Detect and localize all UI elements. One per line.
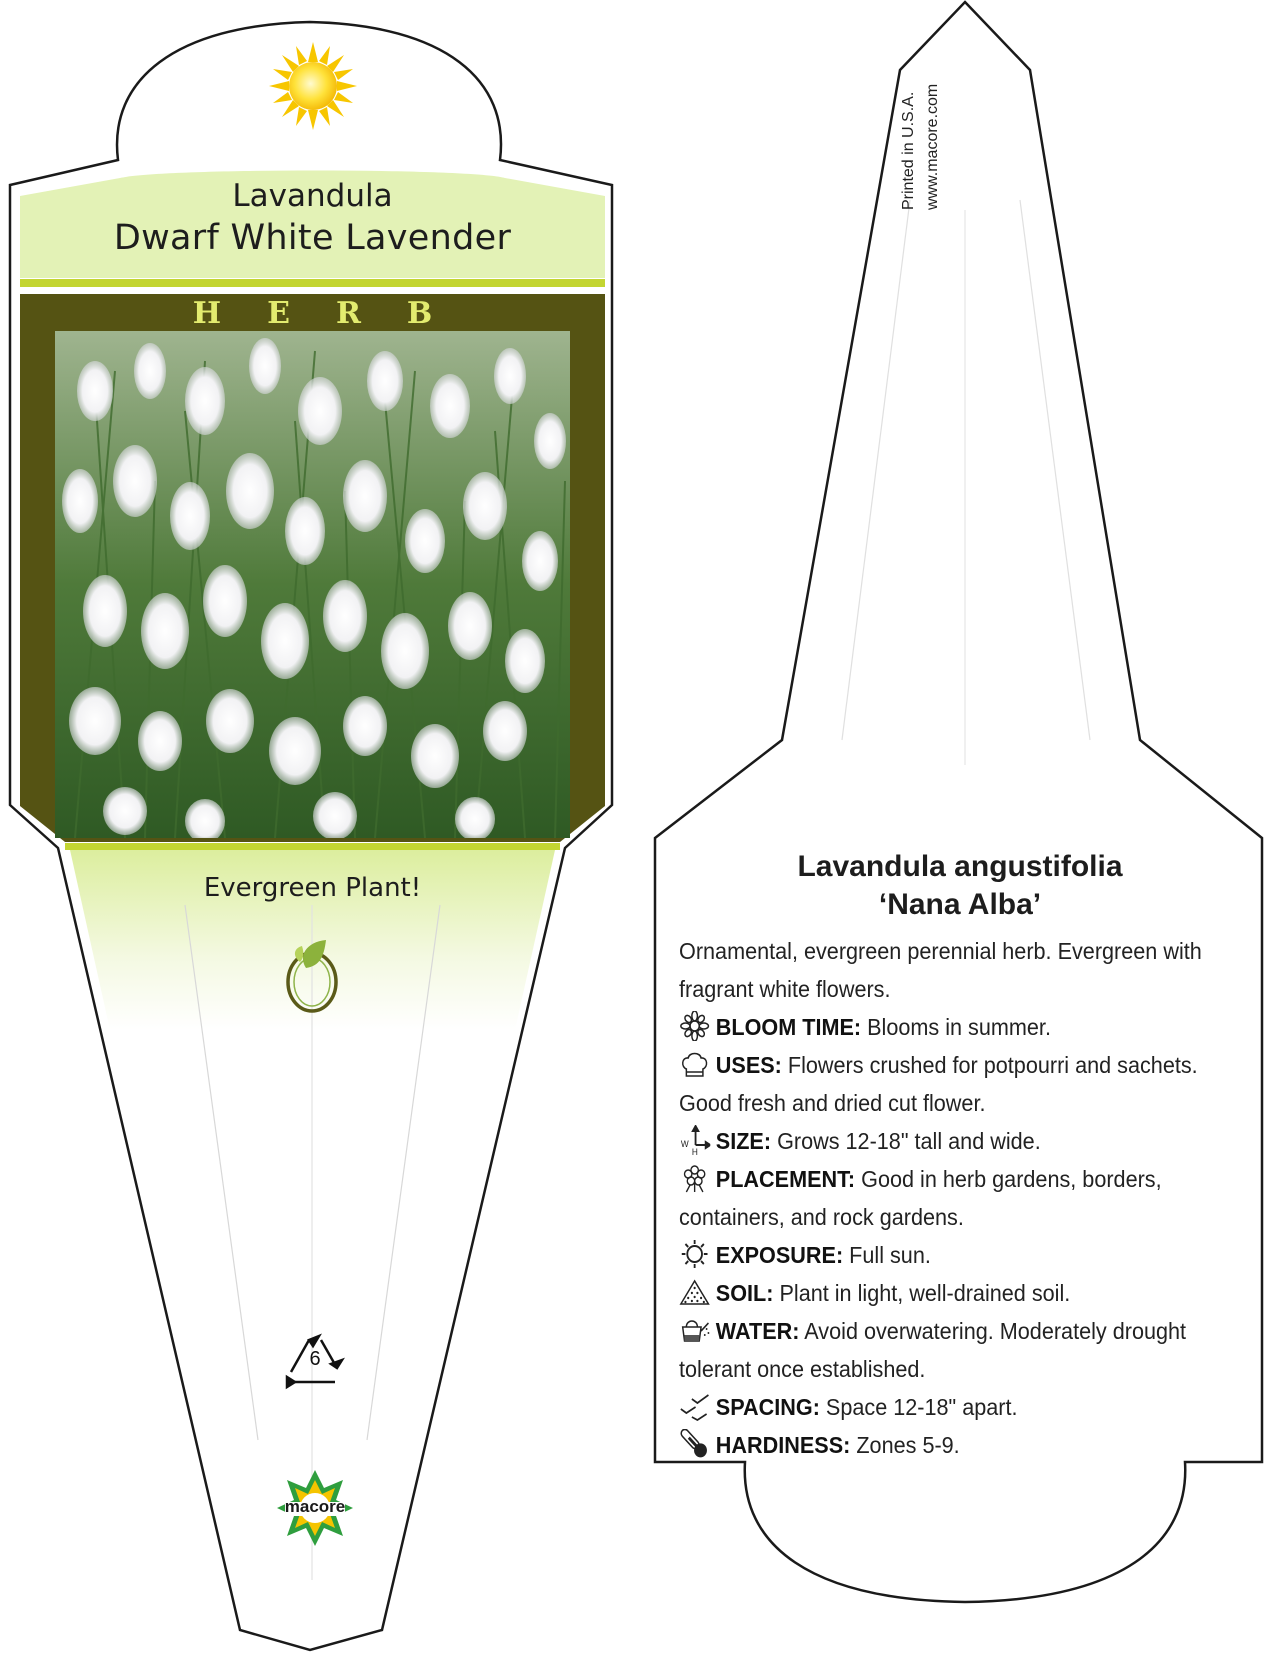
spacing-birds-icon (679, 1391, 710, 1421)
svg-text:W: W (680, 1138, 689, 1150)
attr-text: Zones 5-9. (856, 1432, 960, 1458)
attr-label: USES: (715, 1052, 782, 1078)
attr-text: Space 12-18" apart. (825, 1394, 1018, 1420)
printed-in: Printed in U.S.A. (900, 91, 917, 210)
genus-title: Lavandula (232, 178, 393, 214)
attr-text: Plant in light, well-drained soil. (779, 1280, 1071, 1306)
attr-label: HARDINESS: (715, 1432, 851, 1458)
watering-can-icon (679, 1315, 710, 1345)
side-print (900, 50, 980, 220)
accent-bar-top (20, 279, 605, 287)
chef-hat-icon (679, 1049, 710, 1079)
cultivar-name: ‘Nana Alba’ (878, 888, 1042, 921)
brand-name: macore (284, 1497, 346, 1516)
attribute-spacing (679, 1388, 1208, 1426)
attribute-uses (679, 1046, 1208, 1122)
attr-text: Avoid overwatering. Moderately drought tolerant once established. (679, 1318, 1187, 1382)
attr-label: WATER: (715, 1318, 800, 1344)
accent-bar-bottom (65, 843, 560, 850)
attr-label: SOIL: (715, 1280, 774, 1306)
lavender-photo-illustration (55, 331, 570, 838)
thermometer-icon (679, 1429, 710, 1459)
placement-icon (679, 1163, 710, 1193)
attr-label: PLACEMENT: (715, 1166, 856, 1192)
soil-icon (679, 1277, 710, 1307)
attribute-bloom-time (679, 1008, 1208, 1046)
svg-text:H: H (691, 1146, 698, 1155)
recycle-number: 6 (309, 1348, 321, 1370)
attribute-exposure (679, 1236, 1208, 1274)
attr-label: SIZE: (715, 1128, 772, 1154)
category-label: HERB (192, 296, 479, 331)
attribute-soil (679, 1274, 1208, 1312)
attr-text: Full sun. (849, 1242, 931, 1268)
attribute-water (679, 1312, 1208, 1388)
attribute-placement (679, 1160, 1208, 1236)
website: www.macore.com (924, 83, 941, 210)
brand-logo (270, 1473, 360, 1543)
botanical-title (660, 848, 1260, 924)
attr-text: Grows 12-18" tall and wide. (777, 1128, 1041, 1154)
botanical-name: Lavandula angustifolia (797, 850, 1123, 883)
plant-details (679, 932, 1208, 1464)
attr-text: Blooms in summer. (867, 1014, 1051, 1040)
common-name-title: Dwarf White Lavender (113, 218, 512, 258)
description: Ornamental, evergreen perennial herb. Evergreen with fragrant white flowers. (679, 938, 1202, 1002)
attribute-size (679, 1122, 1208, 1160)
attr-text: Good in herb gardens, borders, containers, and rock gardens. (679, 1166, 1162, 1230)
attr-text: Flowers crushed for potpourri and sachets. Good fresh and dried cut flower. (679, 1052, 1198, 1116)
attribute-hardiness (679, 1426, 1208, 1464)
attr-label: EXPOSURE: (715, 1242, 844, 1268)
attr-label: SPACING: (715, 1394, 820, 1420)
sun-outline-icon (679, 1239, 710, 1269)
flower-icon (679, 1011, 710, 1041)
sun-icon (269, 42, 357, 130)
attr-label: BLOOM TIME: (715, 1014, 862, 1040)
plant-photo (55, 331, 570, 838)
size-arrows-icon (679, 1125, 710, 1155)
tagline: Evergreen Plant! (203, 873, 422, 903)
recycle-code (285, 1330, 345, 1385)
